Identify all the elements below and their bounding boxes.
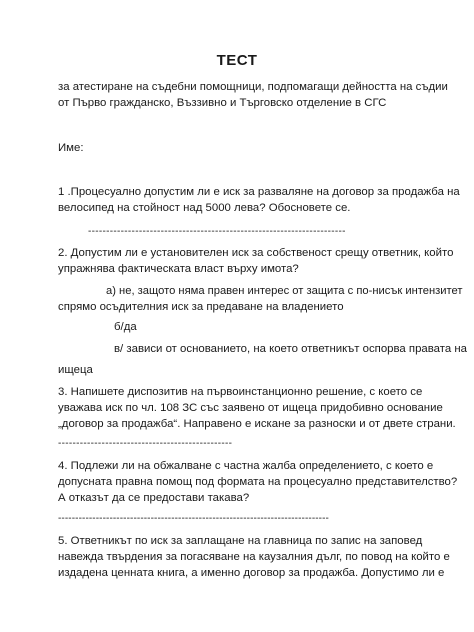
question-4-line-1: 4. Подлежи ли на обжалване с частна жалба определението, с което е (58, 460, 434, 472)
question-3-answer-line: ------------------------------------------------ (58, 438, 233, 449)
question-4-line-3: А отказът да се предостави такава? (58, 492, 250, 504)
question-2-option-a-line-2: спрямо осъдителния иск за предаване на владението (58, 301, 344, 313)
question-4-line-2: допусната правна помощ под формата на процесуално представителство? (58, 476, 458, 488)
question-2-option-c-line-1: в/ зависи от основанието, на което ответникът оспорва правата на (114, 343, 467, 355)
question-5-line-1: 5. Ответникът по иск за заплащане на главница по запис на заповед (58, 535, 423, 547)
subtitle-line-1: за атестиране на съдебни помощници, подпомагащи дейността на съдии (58, 81, 448, 93)
question-1-answer-line: ----------------------------------------------------------------------- (88, 226, 346, 237)
question-4-answer-line: ------------------------------------------------------------------------------- (58, 513, 329, 524)
question-2-line-2: упражнява фактическата власт върху имота? (58, 263, 299, 275)
question-2-line-1: 2. Допустим ли е установителен иск за собственост срещу ответник, който (58, 247, 454, 259)
name-label: Име: (58, 142, 84, 154)
question-2-option-a-line-1: а) не, защото няма правен интерес от защита с по-нисък интензитет (106, 285, 463, 297)
document-title: ТЕСТ (216, 52, 258, 69)
question-5-line-3: издадена ценната книга, а именно договор за продажба. Допустимо ли е (58, 567, 445, 579)
question-3-line-1: 3. Напишете диспозитив на първоинстанционно решение, с което се (58, 386, 423, 398)
subtitle-line-2: от Първо гражданско, Въззивно и Търговско отделение в СГС (58, 97, 387, 109)
question-1-line-2: велосипед на стойност над 5000 лева? Обосновете се. (58, 202, 351, 214)
question-2-option-b: б/да (114, 321, 137, 333)
question-1-line-1: 1 .Процесуално допустим ли е иск за разваляне на договор за продажба на (58, 186, 460, 198)
question-3-line-2: уважава иск по чл. 108 ЗС със заявено от ищеца придобивно основание (58, 402, 443, 414)
question-3-line-3: „договор за продажба“. Направено е искане за разноски и от двете страни. (58, 418, 456, 430)
question-2-option-c-line-2: ищеца (58, 364, 93, 376)
question-5-line-2: навежда твърдения за погасяване на каузалния дълг, по повод на който е (58, 551, 450, 563)
